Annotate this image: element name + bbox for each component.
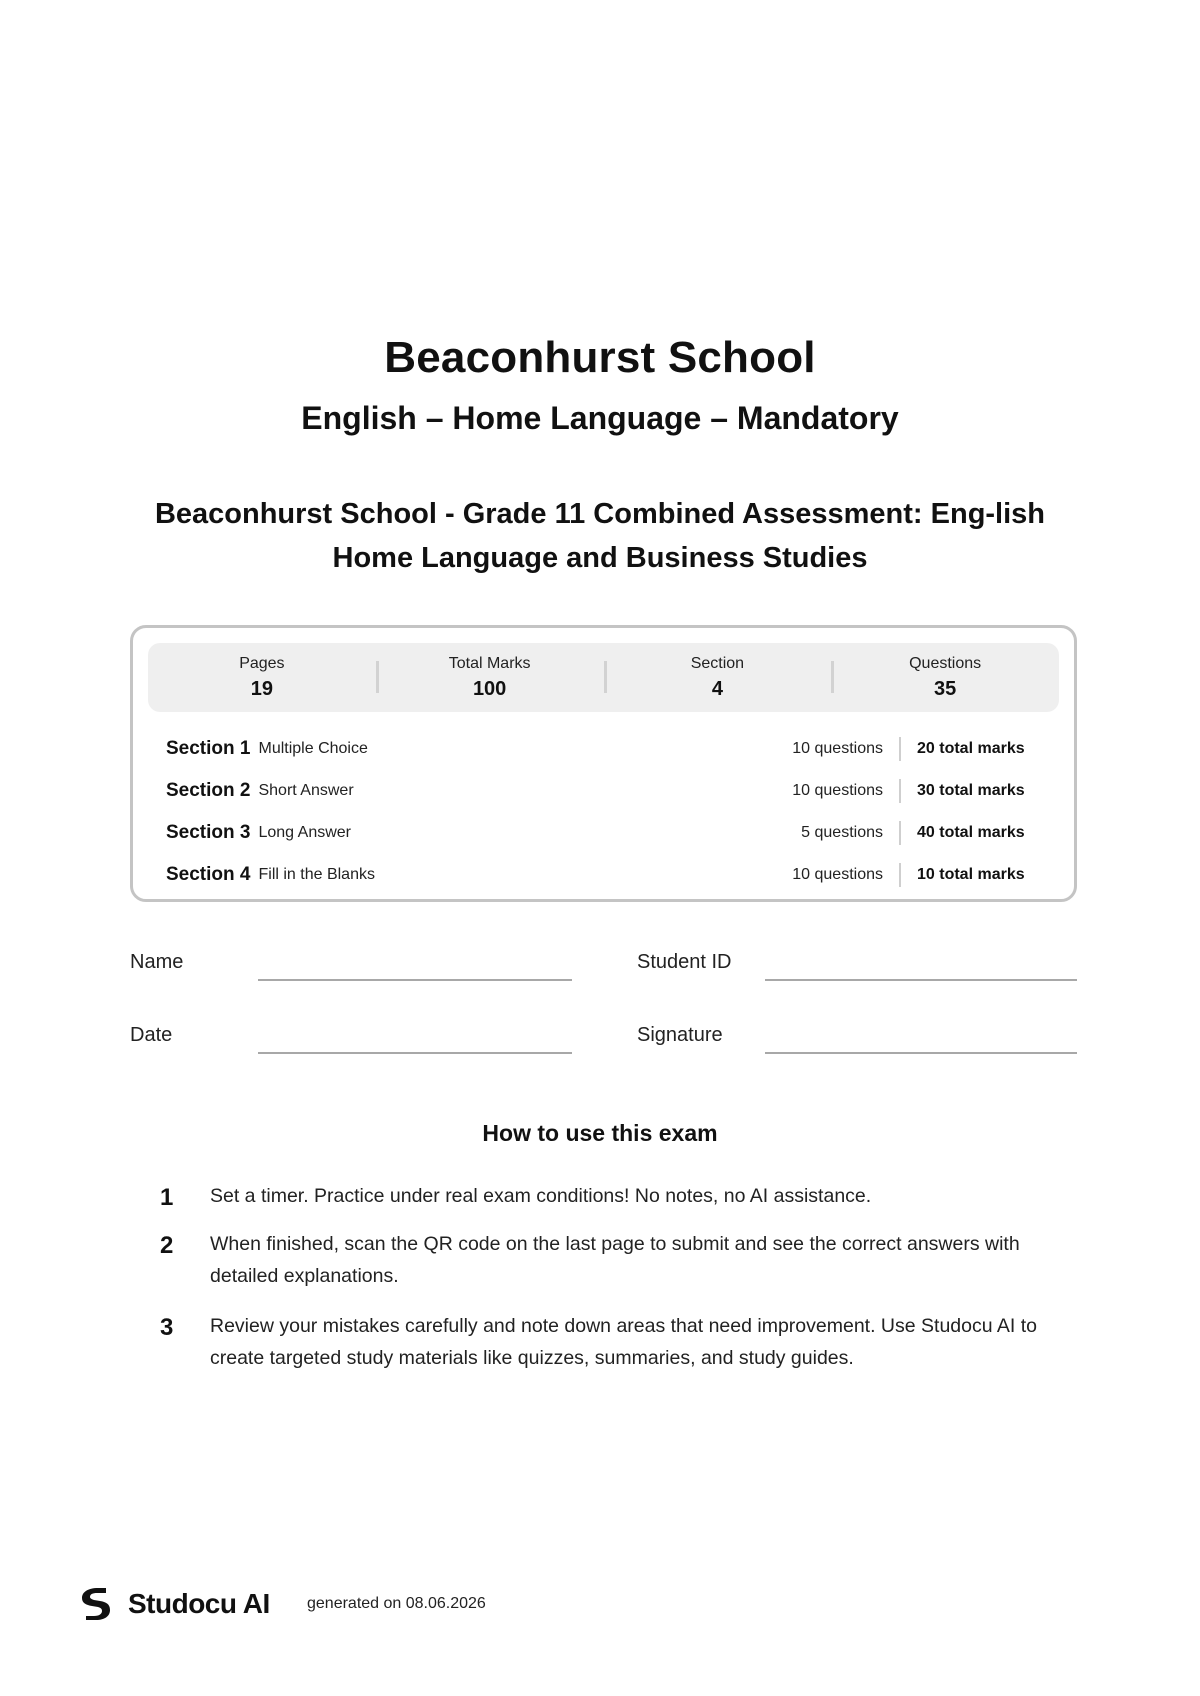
- section-name: Section 3: [166, 822, 251, 843]
- signature-label: Signature: [637, 1024, 723, 1046]
- section-name: Section 2: [166, 780, 251, 801]
- section-name: Section 1: [166, 738, 251, 759]
- sections-list: [166, 728, 1051, 896]
- stat-total-marks: [376, 653, 604, 703]
- section-name: Section 4: [166, 864, 251, 885]
- howto-title: How to use this exam: [482, 1120, 718, 1146]
- step-text: Set a timer. Practice under real exam conditions! No notes, no AI assistance.: [210, 1185, 872, 1207]
- stat-value: 4: [711, 677, 723, 700]
- stat-value: 35: [934, 677, 957, 700]
- section-type: Long Answer: [258, 824, 351, 841]
- date-label: Date: [130, 1024, 173, 1046]
- stat-sections: [604, 653, 832, 703]
- student-id-field[interactable]: [765, 979, 1077, 981]
- studocu-logo-icon: [78, 1586, 114, 1622]
- section-questions: 5 questions: [761, 821, 901, 845]
- generated-date: generated on 08.06.2026: [307, 1595, 486, 1612]
- stat-label: Questions: [909, 654, 982, 672]
- name-field[interactable]: [258, 979, 572, 981]
- section-type: Multiple Choice: [258, 740, 368, 757]
- step-number: 3: [160, 1314, 174, 1341]
- step-text: When finished, scan the QR code on the last page to submit and see the correct answers with detailed explanations.: [210, 1233, 1020, 1287]
- section-marks: 20 total marks: [917, 740, 1025, 757]
- section-marks: 40 total marks: [917, 824, 1025, 841]
- stat-value: 19: [250, 677, 273, 700]
- student-id-label: Student ID: [637, 951, 732, 973]
- signature-field[interactable]: [765, 1052, 1077, 1054]
- section-row: [166, 812, 1051, 854]
- section-marks: 30 total marks: [917, 782, 1025, 799]
- exam-summary-box: [130, 625, 1077, 902]
- stat-label: Total Marks: [448, 654, 531, 672]
- stat-pages: [148, 653, 376, 703]
- section-row: [166, 770, 1051, 812]
- section-questions: 10 questions: [761, 779, 901, 803]
- school-title: Beaconhurst School: [384, 333, 816, 382]
- section-row: [166, 854, 1051, 896]
- subject-title: English – Home Language – Mandatory: [301, 400, 899, 436]
- studocu-logo: [78, 1586, 270, 1622]
- section-type: Fill in the Blanks: [258, 866, 375, 883]
- stats-bar: [148, 643, 1059, 712]
- section-type: Short Answer: [258, 782, 354, 799]
- brand-name: Studocu AI: [128, 1588, 270, 1619]
- stat-label: Pages: [239, 654, 285, 672]
- name-label: Name: [130, 951, 184, 973]
- stat-value: 100: [472, 677, 507, 700]
- section-marks: 10 total marks: [917, 866, 1025, 883]
- stat-label: Section: [690, 654, 745, 672]
- exam-title: Beaconhurst School - Grade 11 Combined Assessment: Eng-lish Home Language and Business Studies: [154, 498, 1046, 574]
- section-row: [166, 728, 1051, 770]
- section-questions: 10 questions: [761, 737, 901, 761]
- date-field[interactable]: [258, 1052, 572, 1054]
- step-number: 1: [160, 1184, 174, 1211]
- stat-questions: [831, 653, 1059, 703]
- step-text: Review your mistakes carefully and note down areas that need improvement. Use Studocu AI to create targeted study materials like quizzes, summaries, and study guides.: [210, 1315, 1038, 1369]
- step-number: 2: [160, 1232, 174, 1259]
- section-questions: 10 questions: [761, 863, 901, 887]
